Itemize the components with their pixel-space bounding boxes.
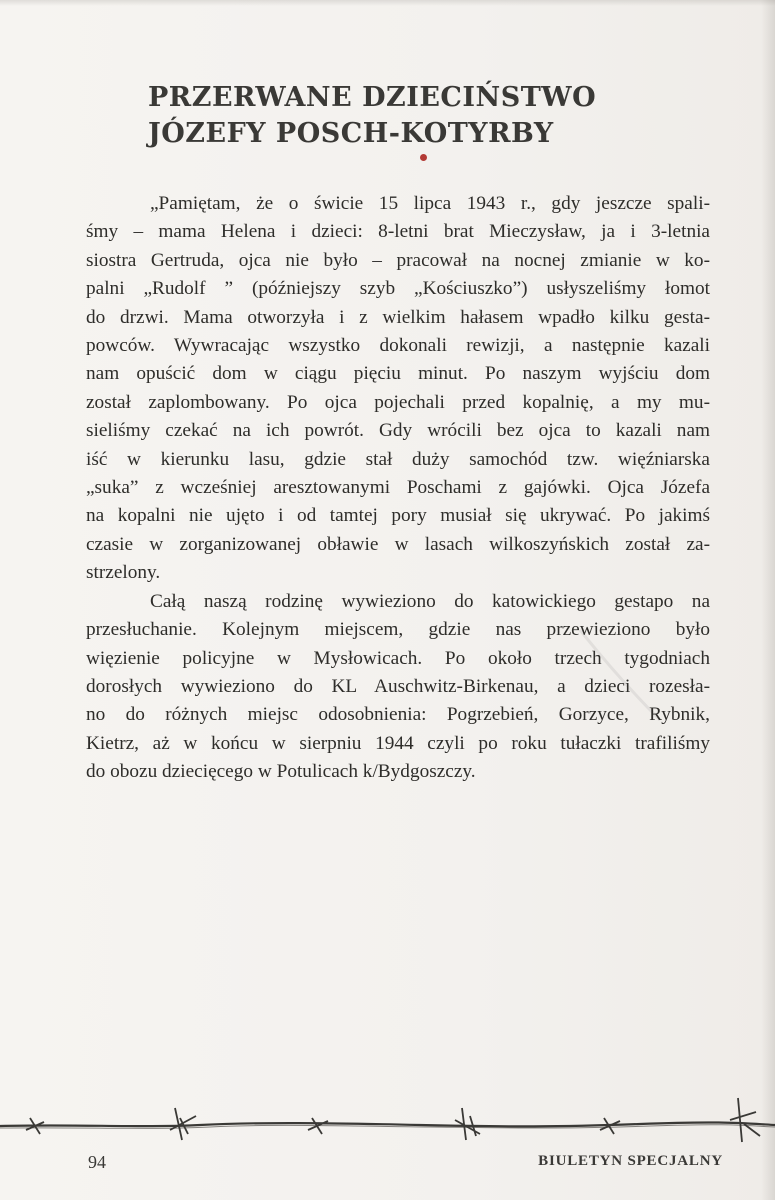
text-line: czasie w zorganizowanej obławie w lasach wilkoszyńskich został za- [86,533,710,555]
title-ornament-dot [420,154,427,161]
text-line: do obozu dziecięcego w Potulicach k/Bydgoszczy. [86,761,476,783]
barbed-wire-divider [0,1090,775,1150]
text-line: sieliśmy czekać na ich powrót. Gdy wrócili bez ojca to kazali nam [86,420,710,442]
text-line: do drzwi. Mama otworzyła i z wielkim hałasem wpadło kilku gesta- [86,306,710,328]
page-edge-shadow [761,0,775,1200]
barb-icon [455,1108,480,1140]
running-footer-title: BIULETYN SPECJALNY [538,1153,723,1169]
page-top-shadow [0,0,775,6]
text-line: na kopalni nie ujęto i od tamtej pory musiał się ukrywać. Po jakimś [86,505,710,527]
barb-icon [730,1098,760,1142]
title-line-2: JÓZEFY POSCH-KOTYRBY [148,118,554,149]
text-line: no do różnych miejsc odosobnienia: Pogrzebień, Gorzyce, Rybnik, [86,704,710,726]
text-line: został zaplombowany. Po ojca pojechali przed kopalnię, a my mu- [86,391,710,413]
text-line: powców. Wywracając wszystko dokonali rewizji, a następnie kazali [86,335,710,357]
text-line: śmy – mama Helena i dzieci: 8-letni brat Mieczysław, ja i 3-letnia [86,221,710,243]
text-line: siostra Gertruda, ojca nie było – pracował na nocnej zmianie w ko- [86,249,710,271]
text-line: dorosłych wywieziono do KL Auschwitz-Birkenau, a dzieci rozesła- [86,675,710,697]
article-title [148,80,668,152]
text-line: więzienie policyjne w Mysłowicach. Po około trzech tygodniach [86,647,710,669]
text-line: nam opuścić dom w ciągu pięciu minut. Po naszym wyjściu dom [86,363,710,385]
page-number: 94 [88,1152,106,1172]
text-line: Kietrz, aż w końcu w sierpniu 1944 czyli po roku tułaczki trafiliśmy [86,732,710,754]
paragraph-1 [86,190,710,588]
text-line: Całą naszą rodzinę wywieziono do katowickiego gestapo na [150,590,710,612]
text-line: przesłuchanie. Kolejnym miejscem, gdzie nas przewieziono było [86,619,710,641]
title-line-1: PRZERWANE DZIECIŃSTWO [148,82,597,113]
article-body [86,190,710,787]
text-line: „suka” z wcześniej aresztowanymi Poschami z gajówki. Ojca Józefa [86,477,710,499]
text-line: strzelony. [86,562,161,584]
text-line: iść w kierunku lasu, gdzie stał duży samochód tzw. więźniarska [86,448,710,470]
paragraph-2 [86,588,710,787]
text-line: palni „Rudolf ” (późniejszy szyb „Kościuszko”) usłyszeliśmy łomot [86,278,710,300]
barb-icon [170,1108,196,1140]
text-line: „Pamiętam, że o świcie 15 lipca 1943 r., gdy jeszcze spali- [150,193,710,214]
